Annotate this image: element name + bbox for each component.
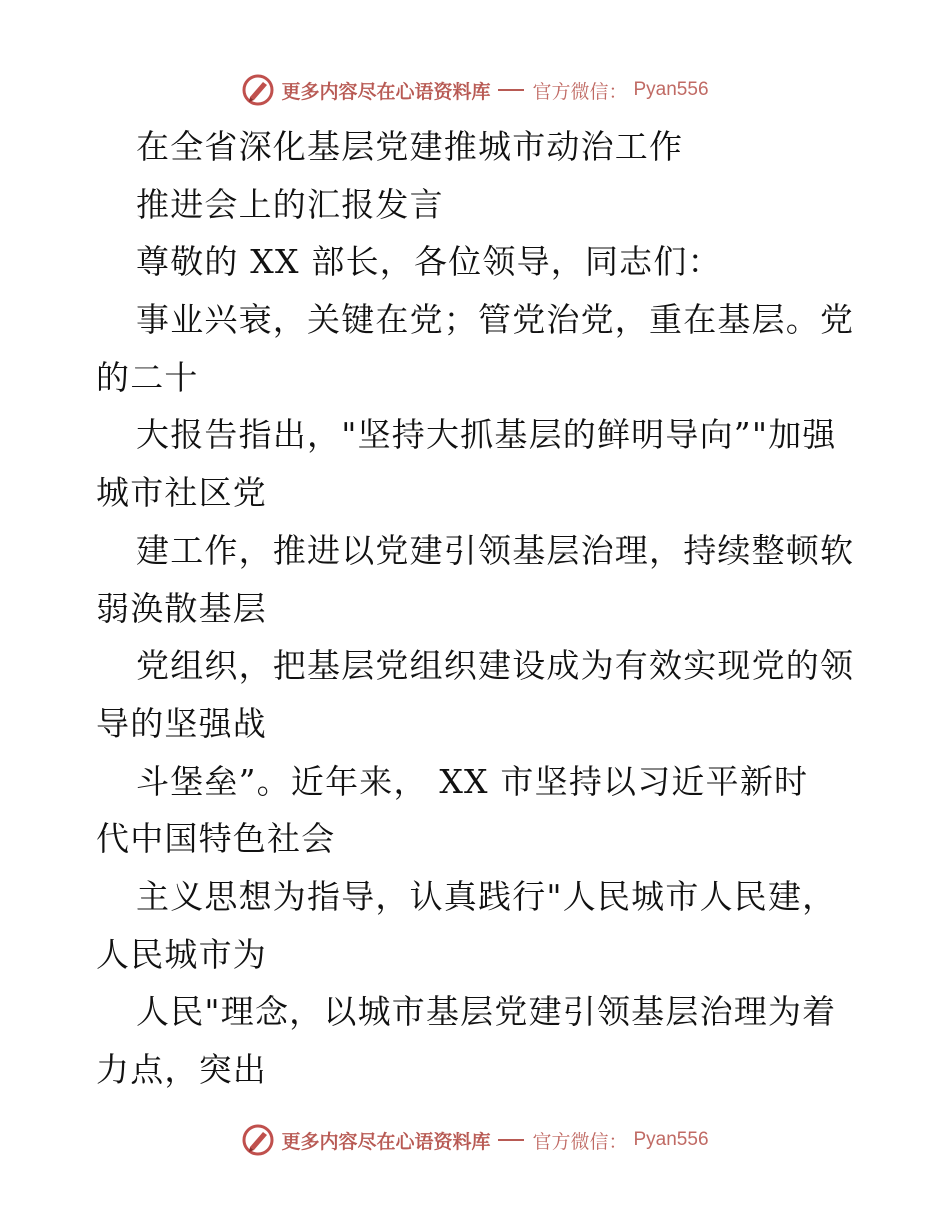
text-line: 代中国特色社会: [96, 819, 336, 859]
text-line: 人民城市为: [96, 934, 267, 974]
banner-dash: [498, 1139, 524, 1141]
text-line: 事业兴衰，关键在党；管党治党，重在基层。党: [136, 300, 855, 340]
footer-banner: [0, 1120, 950, 1160]
banner-brand-text: 更多内容尽在心语资料库: [281, 1130, 491, 1153]
text-line: 大报告指出，"坚持大抓基层的鲜明导向”"加强: [136, 415, 837, 455]
text-line: 导的坚强战: [96, 703, 267, 743]
banner-wechat-id: Pyan556: [633, 79, 709, 100]
pen-logo-icon: [241, 1123, 275, 1157]
text-line: 在全省深化基层党建推城市动治工作: [136, 127, 684, 166]
banner-wechat-label: 官方微信：: [532, 1130, 628, 1153]
text-line: 人民"理念，以城市基层党建引领基层治理为着: [136, 992, 837, 1032]
text-line: 主义思想为指导，认真践行"人民城市人民建，: [136, 876, 837, 916]
text-line: 的二十: [96, 357, 199, 397]
text-line: 弱涣散基层: [96, 588, 267, 628]
header-banner: [0, 70, 950, 110]
text-line: 尊敬的 XX 部长，各位领导，同志们：: [136, 242, 722, 282]
text-line: 推进会上的汇报发言: [136, 184, 444, 224]
document-body: [96, 118, 856, 1099]
pen-logo-icon: [241, 73, 275, 107]
banner-dash: [498, 89, 524, 91]
banner-wechat-id: Pyan556: [633, 1129, 709, 1150]
text-line: 城市社区党: [96, 473, 267, 513]
text-line: 斗堡垒”。近年来， XX 市坚持以习近平新时: [136, 761, 809, 801]
banner-brand-text: 更多内容尽在心语资料库: [281, 80, 491, 103]
text-line: 党组织，把基层党组织建设成为有效实现党的领: [136, 646, 855, 686]
banner-wechat-label: 官方微信：: [532, 80, 628, 103]
text-line: 力点，突出: [96, 1050, 267, 1089]
text-line: 建工作，推进以党建引领基层治理，持续整顿软: [136, 530, 855, 570]
